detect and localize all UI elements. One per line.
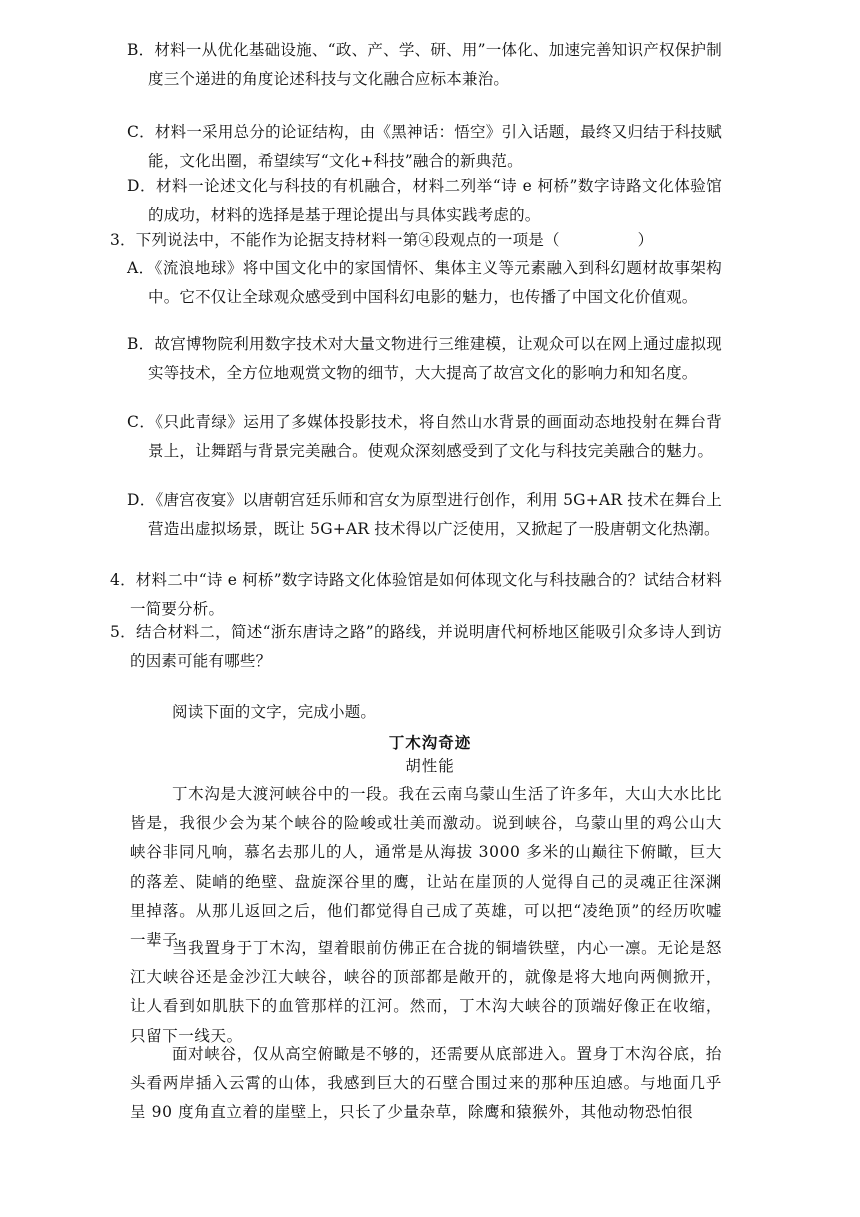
q2-option-d: D．材料一论述文化与科技的有机融合，材料二列举“诗 e 柯桥”数字诗路文化体验馆的成功，材料的选择是基于理论提出与具体实践考虑的。 [127, 177, 722, 225]
article-paragraph-1: 丁木沟是大渡河峡谷中的一段。我在云南乌蒙山生活了许多年，大山大水比比皆是，我很少会为某个峡谷的险峻或壮美而激动。说到峡谷，乌蒙山里的鸡公山大峡谷非同凡响，慕名去那儿的人，通常是从海拔 3000 多米的山巅往下俯瞰，巨大的落差、陡峭的绝壁、盘旋深谷里的鹰，让站在崖顶的人觉得自己的灵魂正往深渊里掉落。从那儿返回之后，他们都觉得自己成了英雄，可以把“凌绝顶”的经历吹嘘一辈子。 [130, 785, 722, 950]
article-paragraph-2: 当我置身于丁木沟，望着眼前仿佛正在合拢的铜墙铁壁，内心一凛。无论是怒江大峡谷还是金沙江大峡谷，峡谷的顶部都是敞开的，就像是将大地向两侧掀开，让人看到如肌肤下的血管那样的江河。然而，丁木沟大峡谷的顶端好像正在收缩，只留下一线天。 [130, 939, 722, 1045]
q3-option-a: A．《流浪地球》将中国文化中的家国情怀、集体主义等元素融入到科幻题材故事架构中。它不仅让全球观众感受到中国科幻电影的魅力，也传播了中国文化价值观。 [127, 259, 722, 307]
question-3-stem-end: ） [637, 231, 654, 249]
q3-option-b: B．故宫博物院利用数字技术对大量文物进行三维建模，让观众可以在网上通过虚拟现实等技术，全方位地观赏文物的细节，大大提高了故宫文化的影响力和知名度。 [127, 335, 722, 383]
q3-option-c: C．《只此青绿》运用了多媒体投影技术，将自然山水背景的画面动态地投射在舞台背景上，让舞蹈与背景完美融合。使观众深刻感受到了文化与科技完美融合的魅力。 [127, 413, 722, 461]
question-4: 4．材料二中“诗 e 柯桥”数字诗路文化体验馆是如何体现文化与科技融合的？试结合材料一简要分析。 [110, 571, 722, 619]
article-title: 丁木沟奇迹 [388, 733, 472, 752]
q2-option-c: C．材料一采用总分的论证结构，由《黑神话：悟空》引入话题，最终又归结于科技赋能，文化出圈，希望续写“文化+科技”融合的新典范。 [127, 123, 722, 171]
q2-option-b: B．材料一从优化基础设施、“政、产、学、研、用”一体化、加速完善知识产权保护制度三个递进的角度论述科技与文化融合应标本兼治。 [127, 41, 722, 89]
article-paragraph-3: 面对峡谷，仅从高空俯瞰是不够的，还需要从底部进入。置身丁木沟谷底，抬头看两岸插入云霄的山体，我感到巨大的石壁合围过来的那种压迫感。与地面几乎呈 90 度角直立着的崖壁上，只长了少量杂草，除鹰和猿猴外，其他动物恐怕很 [130, 1045, 722, 1122]
reading-intro: 阅读下面的文字，完成小题。 [172, 703, 377, 721]
question-5: 5．结合材料二，简述“浙东唐诗之路”的路线，并说明唐代柯桥地区能吸引众多诗人到访的因素可能有哪些？ [110, 623, 722, 671]
question-3-stem-text: 3．下列说法中，不能作为论据支持材料一第④段观点的一项是（ [110, 231, 560, 249]
q3-option-d: D．《唐宫夜宴》以唐朝宫廷乐师和宫女为原型进行创作，利用 5G+AR 技术在舞台上营造出虚拟场景，既让 5G+AR 技术得以广泛使用，又掀起了一股唐朝文化热潮。 [127, 491, 722, 539]
article-author: 胡性能 [405, 757, 455, 775]
question-3-stem [0, 226, 860, 255]
